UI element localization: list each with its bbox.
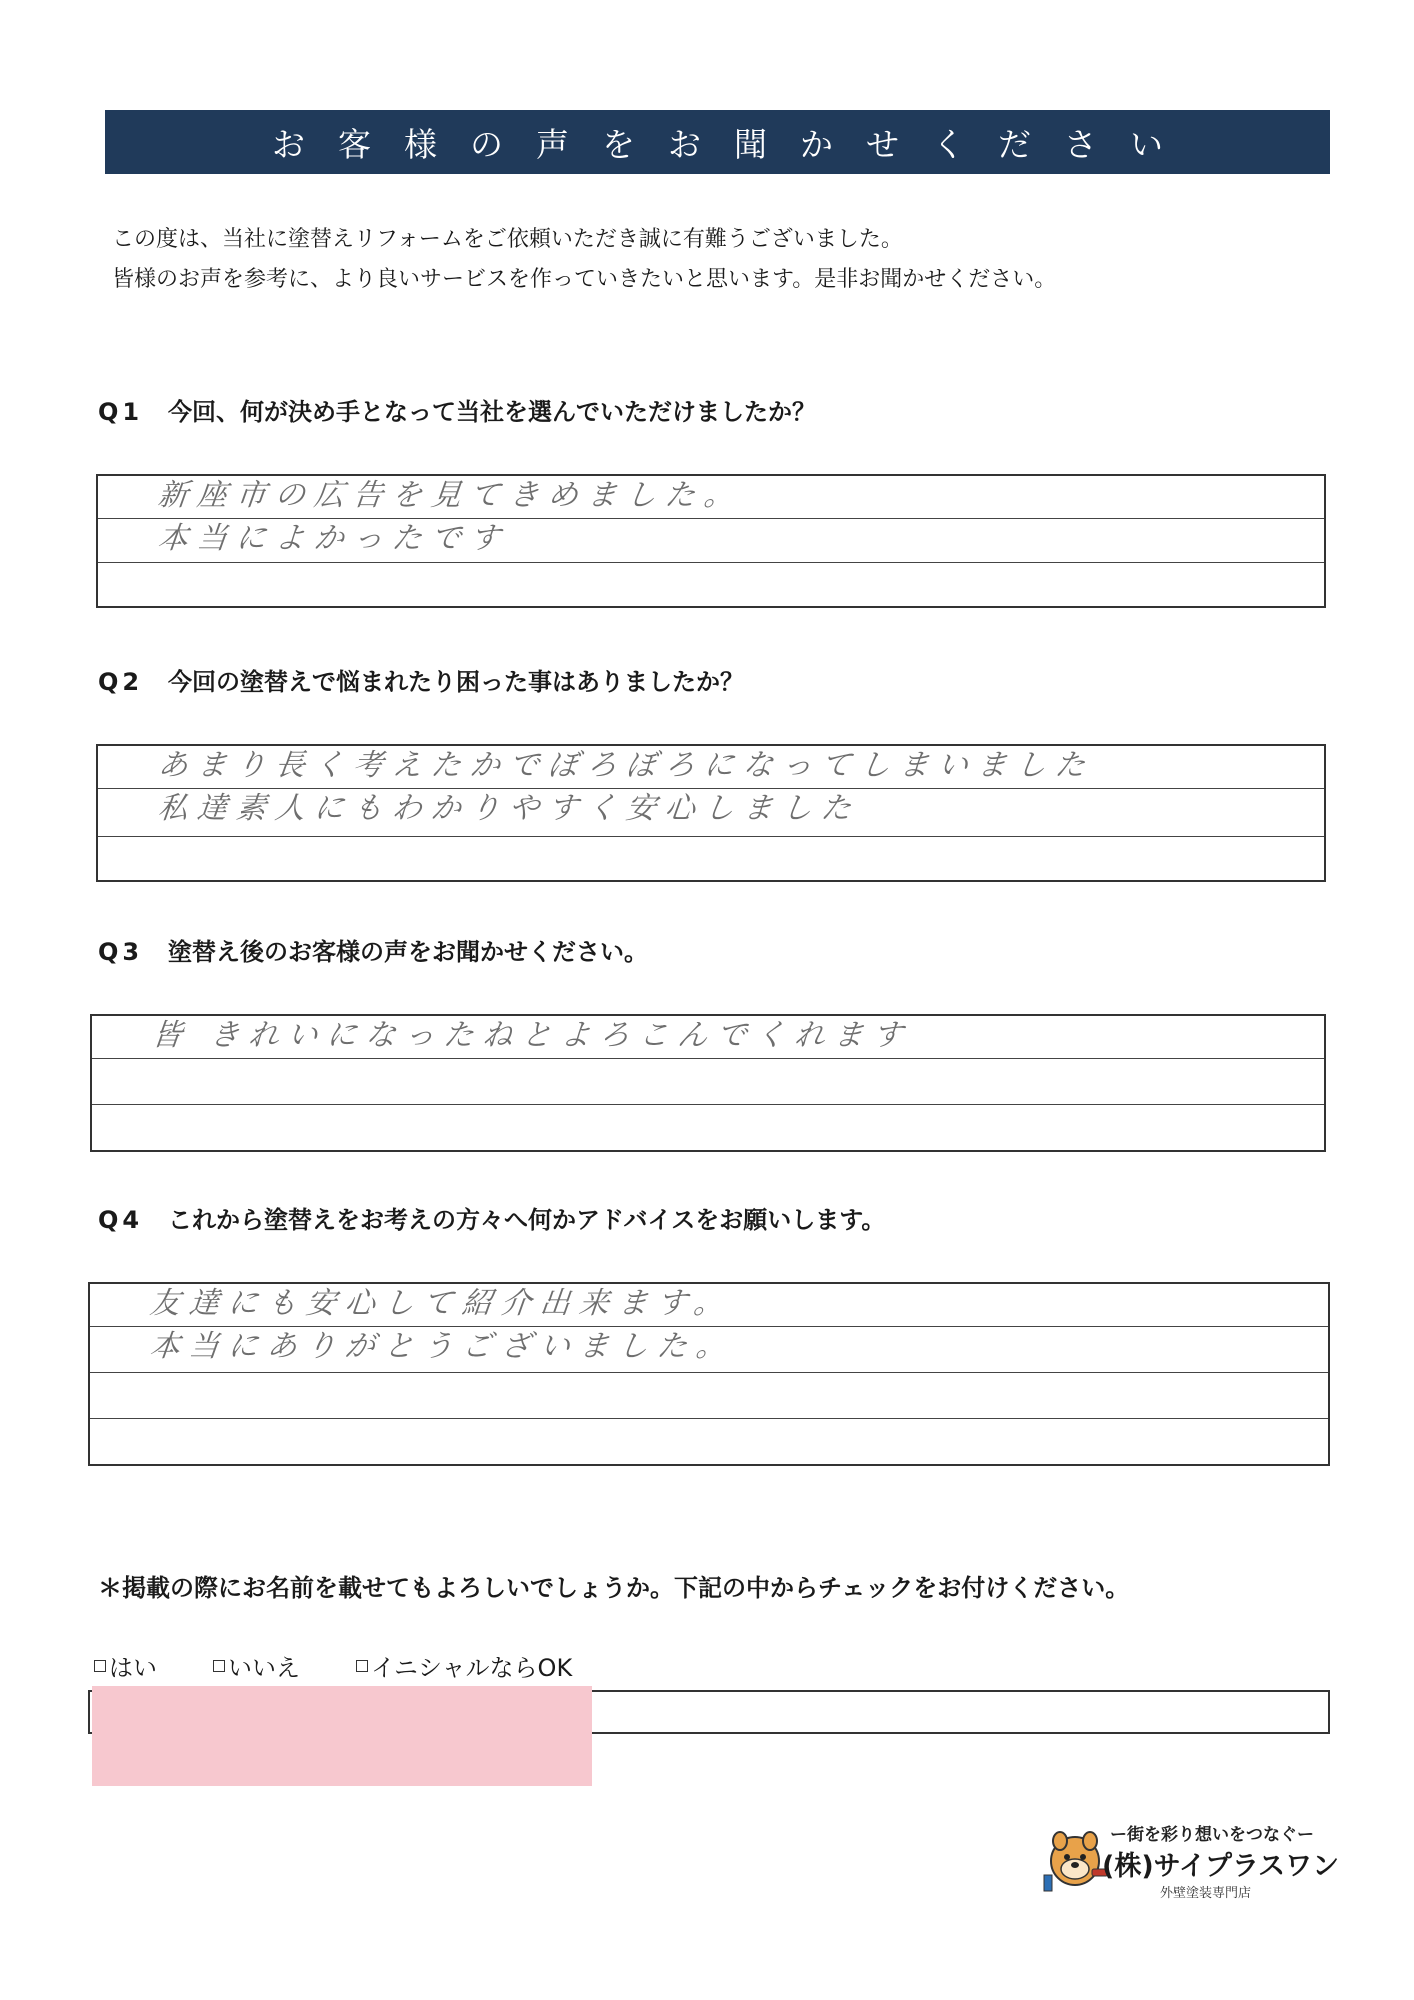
option-label: イニシャルならOK <box>371 1654 573 1682</box>
page-title: お客様の声をお聞かせください <box>272 124 1196 164</box>
answer-line: 本当にありがとうございました。 <box>90 1326 1328 1372</box>
question-number: Q2 <box>98 668 144 696</box>
question-3 <box>98 932 648 967</box>
question-text: 今回の塗替えで悩まれたり困った事はありましたか？ <box>168 668 744 696</box>
answer-line: 友達にも安心して紹介出来ます。 <box>148 1286 735 1321</box>
question-text: 今回、何が決め手となって当社を選んでいただけましたか？ <box>168 398 816 426</box>
question-number: Q3 <box>98 938 144 966</box>
checkbox[interactable] <box>213 1660 225 1672</box>
intro-line-2: 皆様のお声を参考に、より良いサービスを作っていきたいと思います。是非お聞かせください。 <box>112 267 1057 292</box>
answer-line: 新座市の広告を見てきめました。 <box>156 478 745 513</box>
consent-note: ＊掲載の際にお名前を載せてもよろしいでしょうか。下記の中からチェックをお付けください。 <box>98 1574 1130 1602</box>
redaction-block <box>92 1686 592 1786</box>
answer-line <box>90 1418 1328 1464</box>
answer-line <box>98 562 1324 606</box>
answer-line: あまり長く考えたかでぼろぼろになってしまいました <box>156 748 1096 783</box>
question-4 <box>98 1200 885 1235</box>
option-yes[interactable] <box>94 1648 157 1683</box>
option-no[interactable] <box>213 1648 300 1683</box>
question-2 <box>98 662 744 697</box>
answer-box-3 <box>90 1014 1326 1152</box>
option-initials-ok[interactable] <box>356 1648 572 1683</box>
option-label: はい <box>109 1654 157 1682</box>
answer-line: 本当によかったです <box>98 518 1324 562</box>
intro-line-1: この度は、当社に塗替えリフォームをご依頼いただき誠に有難うございました。 <box>112 227 903 252</box>
consent-options <box>94 1648 622 1683</box>
answer-line: 皆 きれいになったねとよろこんでくれます <box>150 1018 914 1053</box>
company-name: (株)サイプラスワン <box>1102 1851 1340 1882</box>
company-logo <box>1040 1820 1340 1910</box>
company-tagline: ー街を彩り想いをつなぐー <box>1110 1825 1314 1845</box>
mascot-icon <box>1040 1825 1110 1895</box>
company-subtitle: 外壁塗装専門店 <box>1160 1886 1252 1901</box>
answer-line <box>92 1104 1324 1150</box>
answer-line <box>92 1058 1324 1104</box>
page-title-banner <box>105 110 1330 174</box>
answer-box-2 <box>96 744 1326 882</box>
question-number: Q1 <box>98 398 144 426</box>
answer-line: 私達素人にもわかりやすく安心しました <box>98 788 1324 836</box>
checkbox[interactable] <box>356 1660 368 1672</box>
question-text: 塗替え後のお客様の声をお聞かせください。 <box>168 938 648 966</box>
question-1 <box>98 392 816 427</box>
answer-line <box>98 836 1324 880</box>
option-label: いいえ <box>228 1654 300 1682</box>
question-text: これから塗替えをお考えの方々へ何かアドバイスをお願いします。 <box>168 1206 886 1234</box>
answer-line <box>90 1372 1328 1418</box>
answer-box-4 <box>88 1282 1330 1466</box>
answer-box-1 <box>96 474 1326 608</box>
checkbox[interactable] <box>94 1660 106 1672</box>
question-number: Q4 <box>98 1206 144 1234</box>
